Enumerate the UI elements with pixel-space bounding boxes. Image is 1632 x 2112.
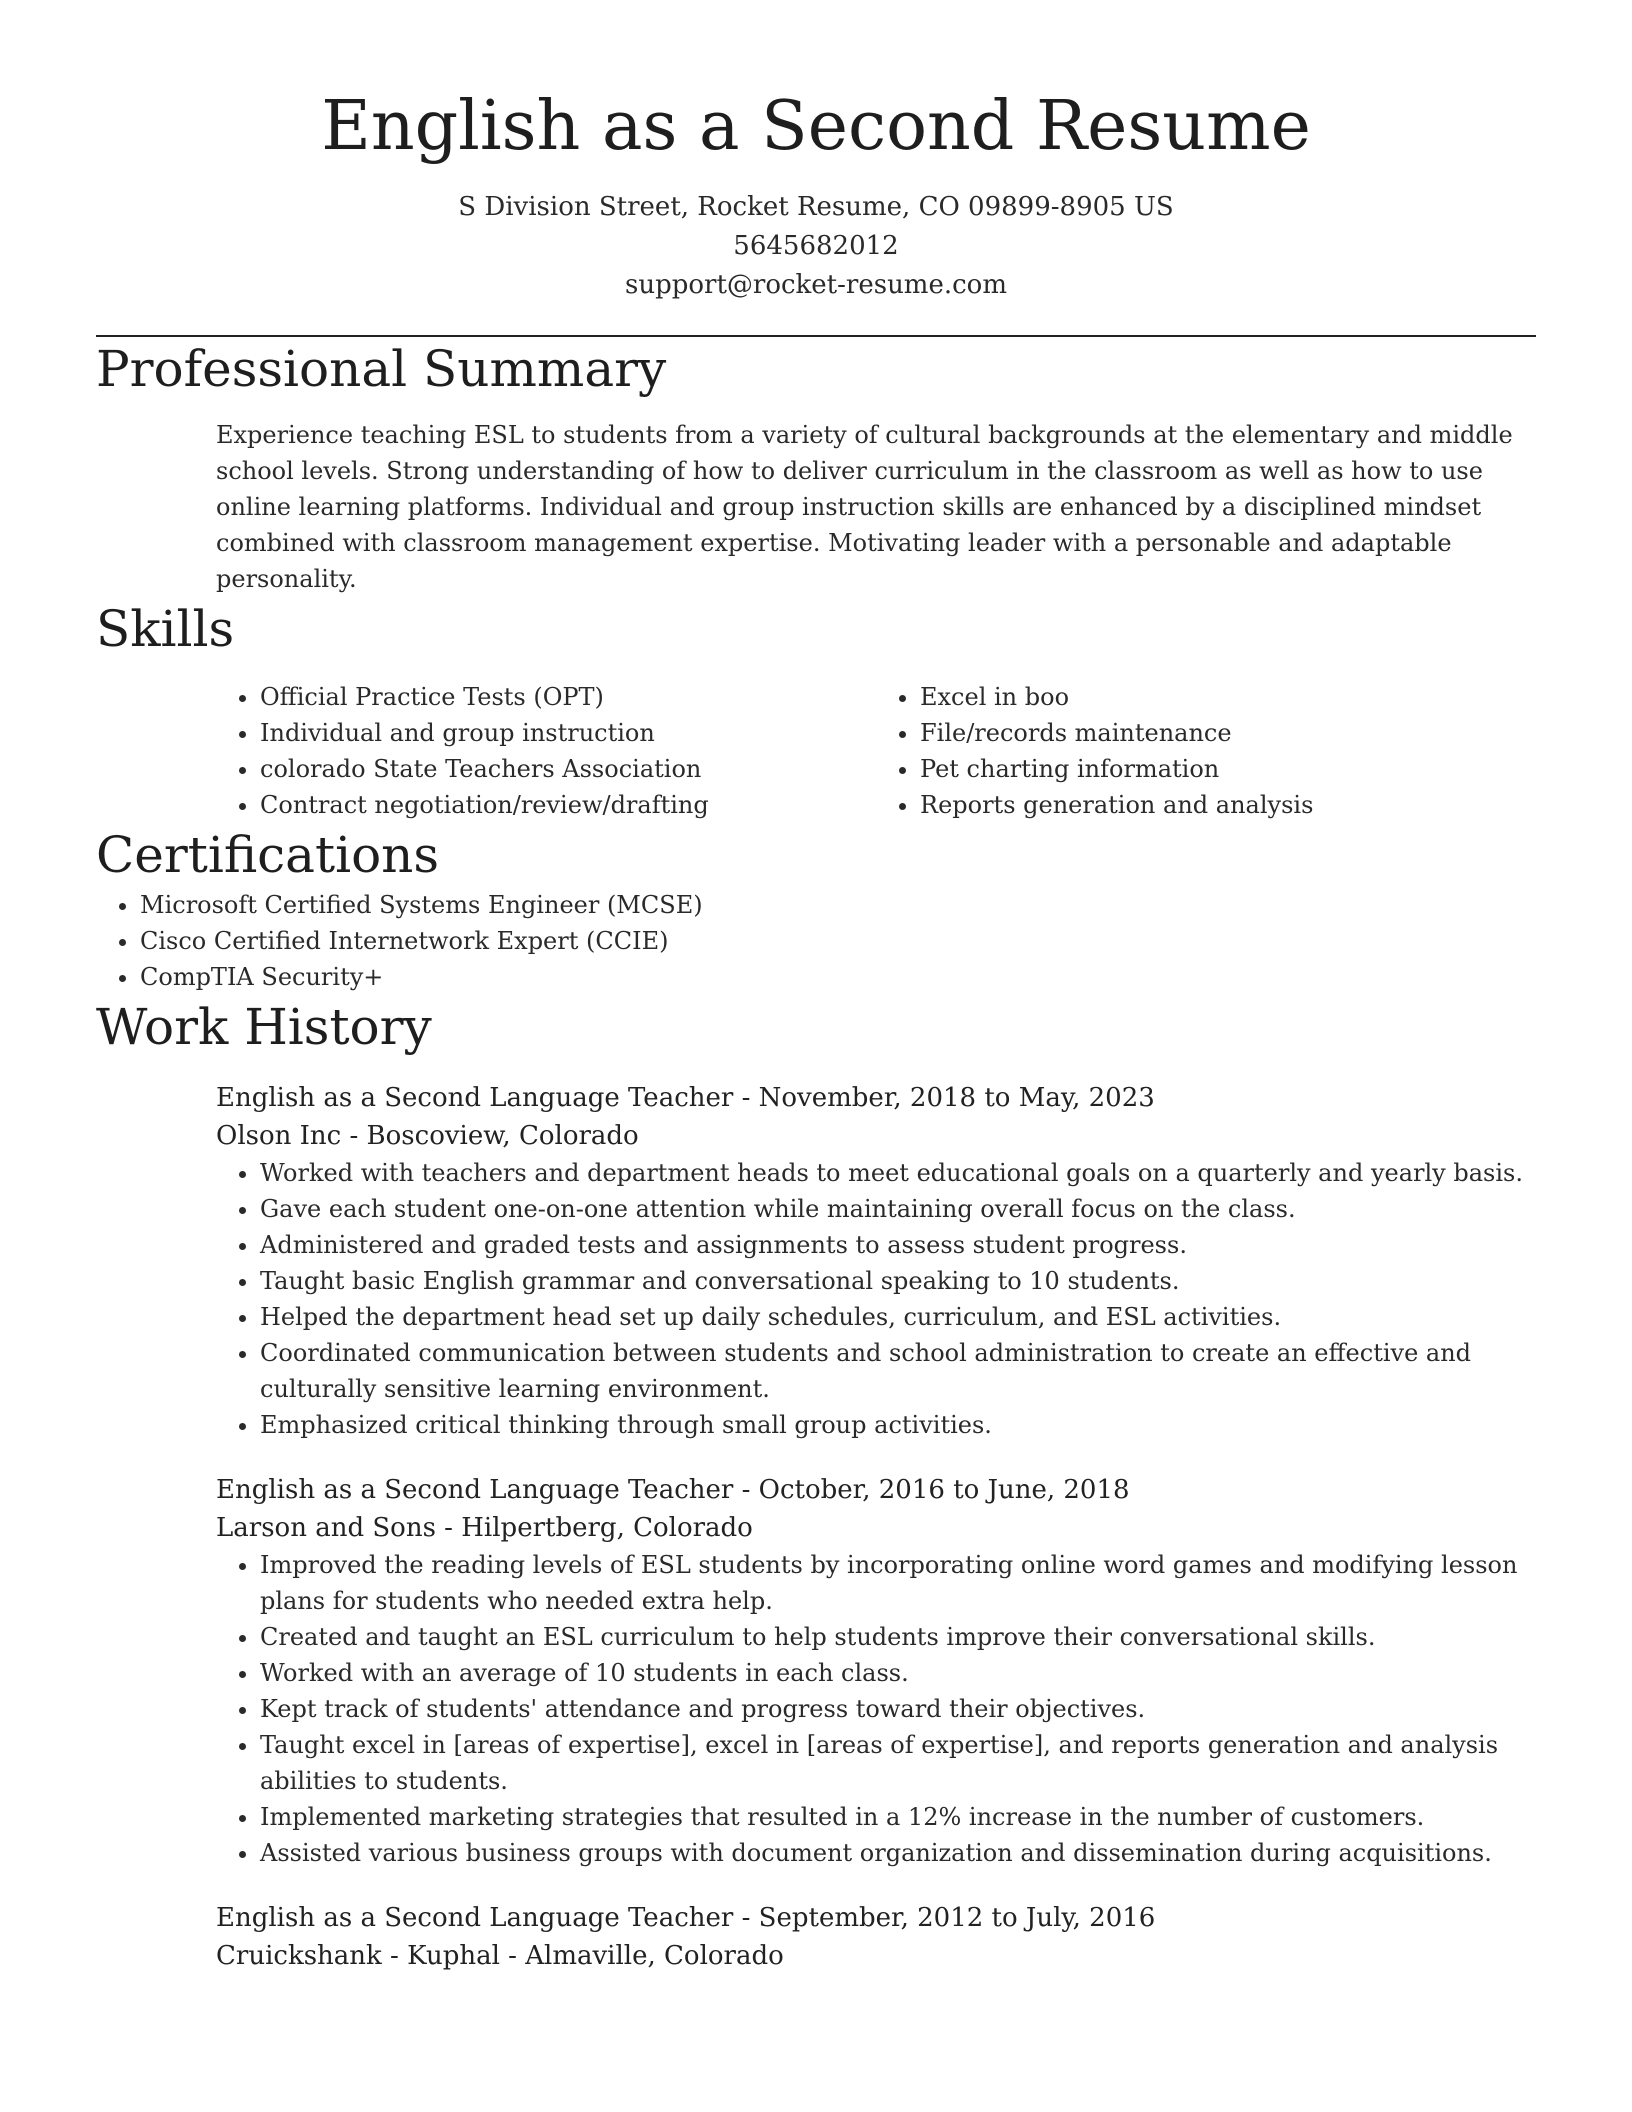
job-duty: • Helped the department head set up daily schedules, curriculum, and ESL activities.: [260, 1299, 1536, 1335]
skill-item: • Pet charting information: [920, 751, 1536, 787]
job-company: Olson Inc: [216, 1121, 342, 1151]
job-duty: • Kept track of students' attendance and progress toward their objectives.: [260, 1691, 1536, 1727]
job-duty: • Created and taught an ESL curriculum to help students improve their conversational skills.: [260, 1619, 1536, 1655]
job-company-line: Larson and Sons - Hilpertberg, Colorado: [216, 1513, 753, 1543]
job-title-line: English as a Second Language Teacher - September, 2012 to July, 2016: [216, 1903, 1156, 1933]
job-title: English as a Second Language Teacher: [216, 1083, 734, 1113]
job-duty: • Coordinated communication between students and school administration to create an effective and culturally sensitive learning environment.: [260, 1335, 1536, 1407]
job-duty: • Administered and graded tests and assignments to assess student progress.: [260, 1227, 1536, 1263]
summary-text: Experience teaching ESL to students from a variety of cultural backgrounds at the elementary and middle school levels. Strong understanding of how to deliver curriculum in the classroom as well as how to use online learning platforms. Individual and group instruction skills are enhanced by a disciplined mindset combined with classroom management expertise. Motivating leader with a personable and adaptable personality.: [216, 421, 1513, 593]
skills-left-list: [216, 679, 876, 823]
job-company-line: Cruickshank - Kuphal - Almaville, Colorado: [216, 1941, 784, 1971]
job-duty: • Worked with teachers and department heads to meet educational goals on a quarterly and yearly basis.: [260, 1155, 1536, 1191]
job-duty: • Gave each student one-on-one attention while maintaining overall focus on the class.: [260, 1191, 1536, 1227]
certifications-heading: Certifications: [96, 826, 440, 884]
resume-page: [96, 0, 1536, 1975]
skills-columns: [216, 679, 1536, 823]
job-duty: • Worked with an average of 10 students in each class.: [260, 1655, 1536, 1691]
skill-item: • Reports generation and analysis: [920, 787, 1536, 823]
certification-item: • Microsoft Certified Systems Engineer (MCSE): [140, 887, 1536, 923]
job-dates: November, 2018 to May, 2023: [758, 1083, 1155, 1113]
skill-item: • Contract negotiation/review/drafting: [260, 787, 876, 823]
job-duty: • Assisted various business groups with document organization and dissemination during acquisitions.: [260, 1835, 1536, 1871]
job-duty: • Taught basic English grammar and conversational speaking to 10 students.: [260, 1263, 1536, 1299]
job-entry: [216, 1079, 1536, 1443]
job-title: English as a Second Language Teacher: [216, 1475, 734, 1505]
skills-section: [96, 597, 1536, 823]
contact-email: support@rocket-resume.com: [624, 270, 1007, 300]
work-history-section: [96, 995, 1536, 1975]
job-title-line: English as a Second Language Teacher - November, 2018 to May, 2023: [216, 1083, 1155, 1113]
job-duty: • Emphasized critical thinking through small group activities.: [260, 1407, 1536, 1443]
certification-item: • Cisco Certified Internetwork Expert (CCIE): [140, 923, 1536, 959]
skills-right-list: [876, 679, 1536, 823]
job-title: English as a Second Language Teacher: [216, 1903, 734, 1933]
contact-block: [96, 188, 1536, 305]
skill-item: • Individual and group instruction: [260, 715, 876, 751]
certifications-list: [96, 887, 1536, 995]
contact-phone: 5645682012: [733, 231, 899, 261]
job-company-line: Olson Inc - Boscoview, Colorado: [216, 1121, 639, 1151]
summary-section: [96, 337, 1536, 597]
skill-item: • Official Practice Tests (OPT): [260, 679, 876, 715]
job-duty: • Taught excel in [areas of expertise], excel in [areas of expertise], and reports generation and analysis abilities to students.: [260, 1727, 1536, 1799]
work-history-heading: Work History: [96, 998, 432, 1056]
job-location: Hilpertberg, Colorado: [461, 1513, 753, 1543]
certification-item: • CompTIA Security+: [140, 959, 1536, 995]
job-entry: [216, 1471, 1536, 1871]
job-dates: October, 2016 to June, 2018: [758, 1475, 1130, 1505]
skills-heading: Skills: [96, 600, 235, 658]
resume-name: English as a Second Resume: [321, 87, 1311, 166]
job-duties-list: [216, 1155, 1536, 1443]
skill-item: • colorado State Teachers Association: [260, 751, 876, 787]
summary-heading: Professional Summary: [96, 340, 667, 398]
job-company: Cruickshank - Kuphal: [216, 1941, 500, 1971]
job-duty: • Improved the reading levels of ESL students by incorporating online word games and modifying lesson plans for students who needed extra help.: [260, 1547, 1536, 1619]
job-location: Almaville, Colorado: [525, 1941, 784, 1971]
skill-item: • File/records maintenance: [920, 715, 1536, 751]
certifications-section: [96, 823, 1536, 995]
job-title-line: English as a Second Language Teacher - October, 2016 to June, 2018: [216, 1475, 1130, 1505]
contact-address: S Division Street, Rocket Resume, CO 09899-8905 US: [458, 192, 1174, 222]
skill-item: • Excel in boo: [920, 679, 1536, 715]
job-location: Boscoview, Colorado: [366, 1121, 639, 1151]
job-duty: • Implemented marketing strategies that resulted in a 12% increase in the number of customers.: [260, 1799, 1536, 1835]
job-duties-list: [216, 1547, 1536, 1871]
job-dates: September, 2012 to July, 2016: [758, 1903, 1156, 1933]
job-entry: [216, 1899, 1536, 1975]
job-company: Larson and Sons: [216, 1513, 436, 1543]
